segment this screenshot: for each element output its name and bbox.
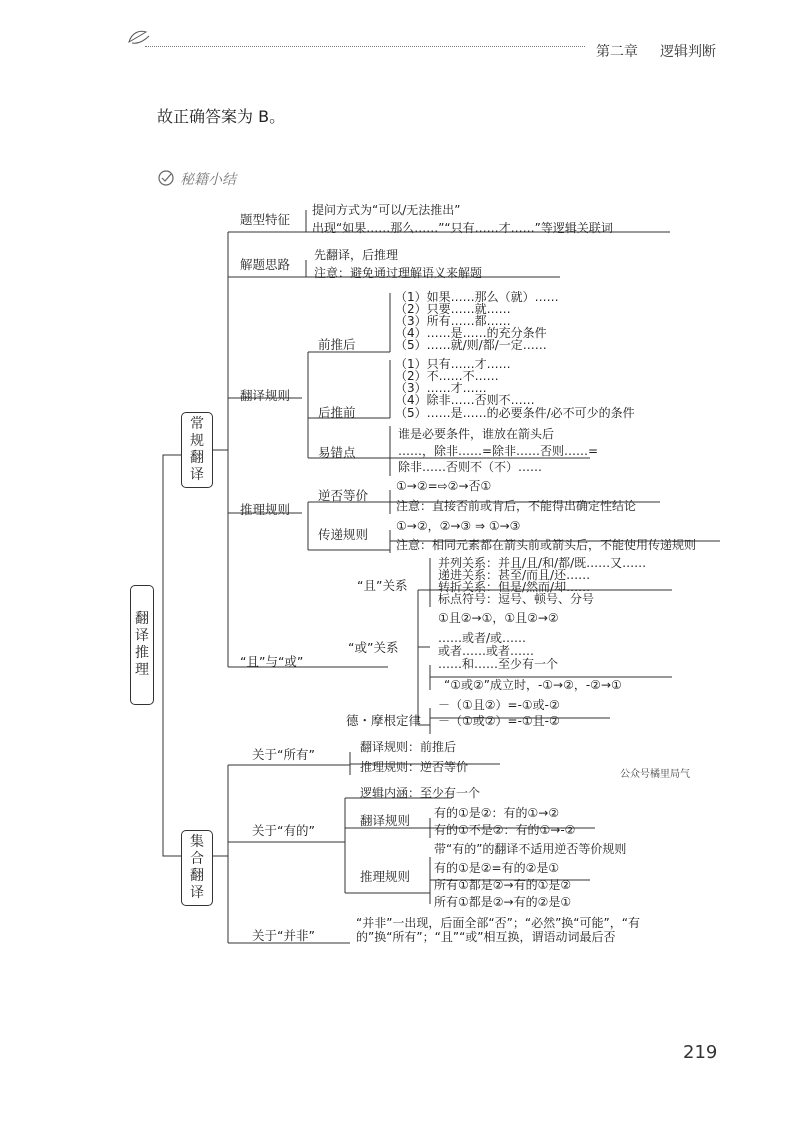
not-rule-line-2: 的”换“所有”；“且”“或”相互换，谓语动词最后否 — [356, 930, 616, 944]
label-backward: 后推前 — [318, 405, 356, 420]
some-translation-1: 有的①是②：有的①→② — [434, 806, 560, 820]
forward-item-1: （1）如果……那么（就）…… — [395, 290, 559, 304]
forward-item-4: （4）……是……的充分条件 — [395, 326, 547, 340]
all-translation-rule: 翻译规则：前推后 — [360, 740, 457, 754]
some-translation-2: 有的①不是②：有的①→-② — [434, 823, 576, 837]
label-some-translation: 翻译规则 — [360, 813, 411, 828]
backward-item-5: （5）……是……的必要条件/必不可少的条件 — [395, 406, 635, 420]
label-transitivity: 传递规则 — [318, 527, 369, 542]
label-de-morgan: 德・摩根定律 — [346, 713, 422, 728]
text-solving-approach-2: 注意：避免通过理解语义来解题 — [314, 266, 483, 280]
and-item-4: 标点符号：逗号、顿号、分号 — [438, 592, 595, 606]
chapter-label: 第二章 — [596, 44, 638, 60]
label-or-relation: “或”关系 — [348, 640, 399, 655]
or-formula: “①或②”成立时，-①→②，-②→① — [444, 678, 622, 692]
or-item-1: ……或者/或…… — [438, 631, 527, 645]
pitfall-3: 除非……否则不（不）…… — [398, 460, 543, 474]
transitivity-formula: ①→②，②→③ ⇒ ①→③ — [396, 519, 521, 533]
and-item-2: 递进关系：甚至/而且/还…… — [438, 568, 591, 582]
some-meaning: 逻辑内涵：至少有一个 — [360, 786, 481, 800]
backward-item-4: （4）除非……否则不…… — [395, 393, 535, 407]
some-reasoning-3: 所有①都是②→有的②是① — [434, 895, 572, 909]
label-about-all: 关于“所有” — [252, 747, 315, 762]
and-item-3: 转折关系：但是/然而/却…… — [438, 580, 591, 594]
node-set-translation: 集 合 翻 译 — [181, 830, 213, 906]
transitivity-note: 注意：相同元素都在箭头前或箭头后，不能使用传递规则 — [396, 538, 697, 552]
watermark-text: 公众号橘里局气 — [620, 769, 690, 780]
contrapositive-formula: ①→②=⇨②→否① — [396, 479, 492, 493]
not-rule-line-1: “并非”一出现，后面全部“否”；“必然”换“可能”，“有 — [356, 916, 640, 930]
and-formula: ①且②→①，①且②→② — [438, 611, 559, 625]
backward-item-1: （1）只有……才…… — [395, 357, 511, 371]
all-reasoning-rule: 推理规则：逆否等价 — [360, 760, 469, 774]
pitfall-2: ……，除非……=除非……否则……= — [398, 444, 599, 458]
label-and-relation: “且”关系 — [357, 578, 408, 593]
section-title: 秘籍小结 — [180, 172, 236, 188]
chapter-title: 逻辑判断 — [660, 44, 716, 60]
label-about-some: 关于“有的” — [252, 823, 315, 838]
some-reasoning-1: 有的①是②=有的②是① — [434, 861, 560, 875]
pitfall-1: 谁是必要条件，谁放在箭头后 — [398, 427, 555, 441]
de-morgan-2: －（①或②）=-①且-② — [438, 714, 560, 728]
label-some-reasoning: 推理规则 — [360, 869, 411, 884]
and-item-1: 并列关系：并且/且/和/都/既……又…… — [438, 556, 647, 570]
or-item-3: ……和……至少有一个 — [438, 657, 559, 671]
page-number: 219 — [683, 1042, 718, 1063]
some-reasoning-note: 带“有的”的翻译不适用逆否等价规则 — [434, 842, 627, 856]
forward-item-5: （5）……就/则/都/一定…… — [395, 338, 547, 352]
text-question-features-1: 提问方式为“可以/无法推出” — [312, 203, 461, 217]
label-forward: 前推后 — [318, 337, 356, 352]
label-and-or: “且”与“或” — [240, 654, 304, 669]
de-morgan-1: －（①且②）=-①或-② — [438, 698, 560, 712]
label-solving-approach: 解题思路 — [240, 257, 291, 272]
backward-item-2: （2）不……不…… — [395, 369, 499, 383]
label-pitfalls: 易错点 — [318, 445, 356, 460]
answer-line: 故正确答案为 B。 — [157, 107, 286, 126]
label-reasoning-rules: 推理规则 — [240, 502, 291, 517]
text-question-features-2: 出现“如果……那么……”“只有……才……”等逻辑关联词 — [312, 221, 613, 235]
backward-item-3: （3）……才…… — [395, 381, 487, 395]
label-contrapositive: 逆否等价 — [318, 488, 369, 503]
forward-item-2: （2）只要……就…… — [395, 302, 511, 316]
label-question-features: 题型特征 — [240, 212, 291, 227]
root-node-translation-reasoning: 翻 译 推 理 — [130, 585, 154, 705]
forward-item-3: （3）所有……都…… — [395, 314, 511, 328]
some-reasoning-2: 所有①都是②→有的①是② — [434, 878, 572, 892]
contrapositive-note: 注意：直接否前或肯后，不能得出确定性结论 — [396, 499, 637, 513]
label-about-not: 关于“并非” — [252, 928, 315, 943]
or-item-2: 或者……或者…… — [438, 644, 535, 658]
text-solving-approach-1: 先翻译，后推理 — [314, 248, 399, 262]
node-regular-translation: 常 规 翻 译 — [181, 412, 213, 488]
label-translation-rules: 翻译规则 — [240, 388, 291, 403]
